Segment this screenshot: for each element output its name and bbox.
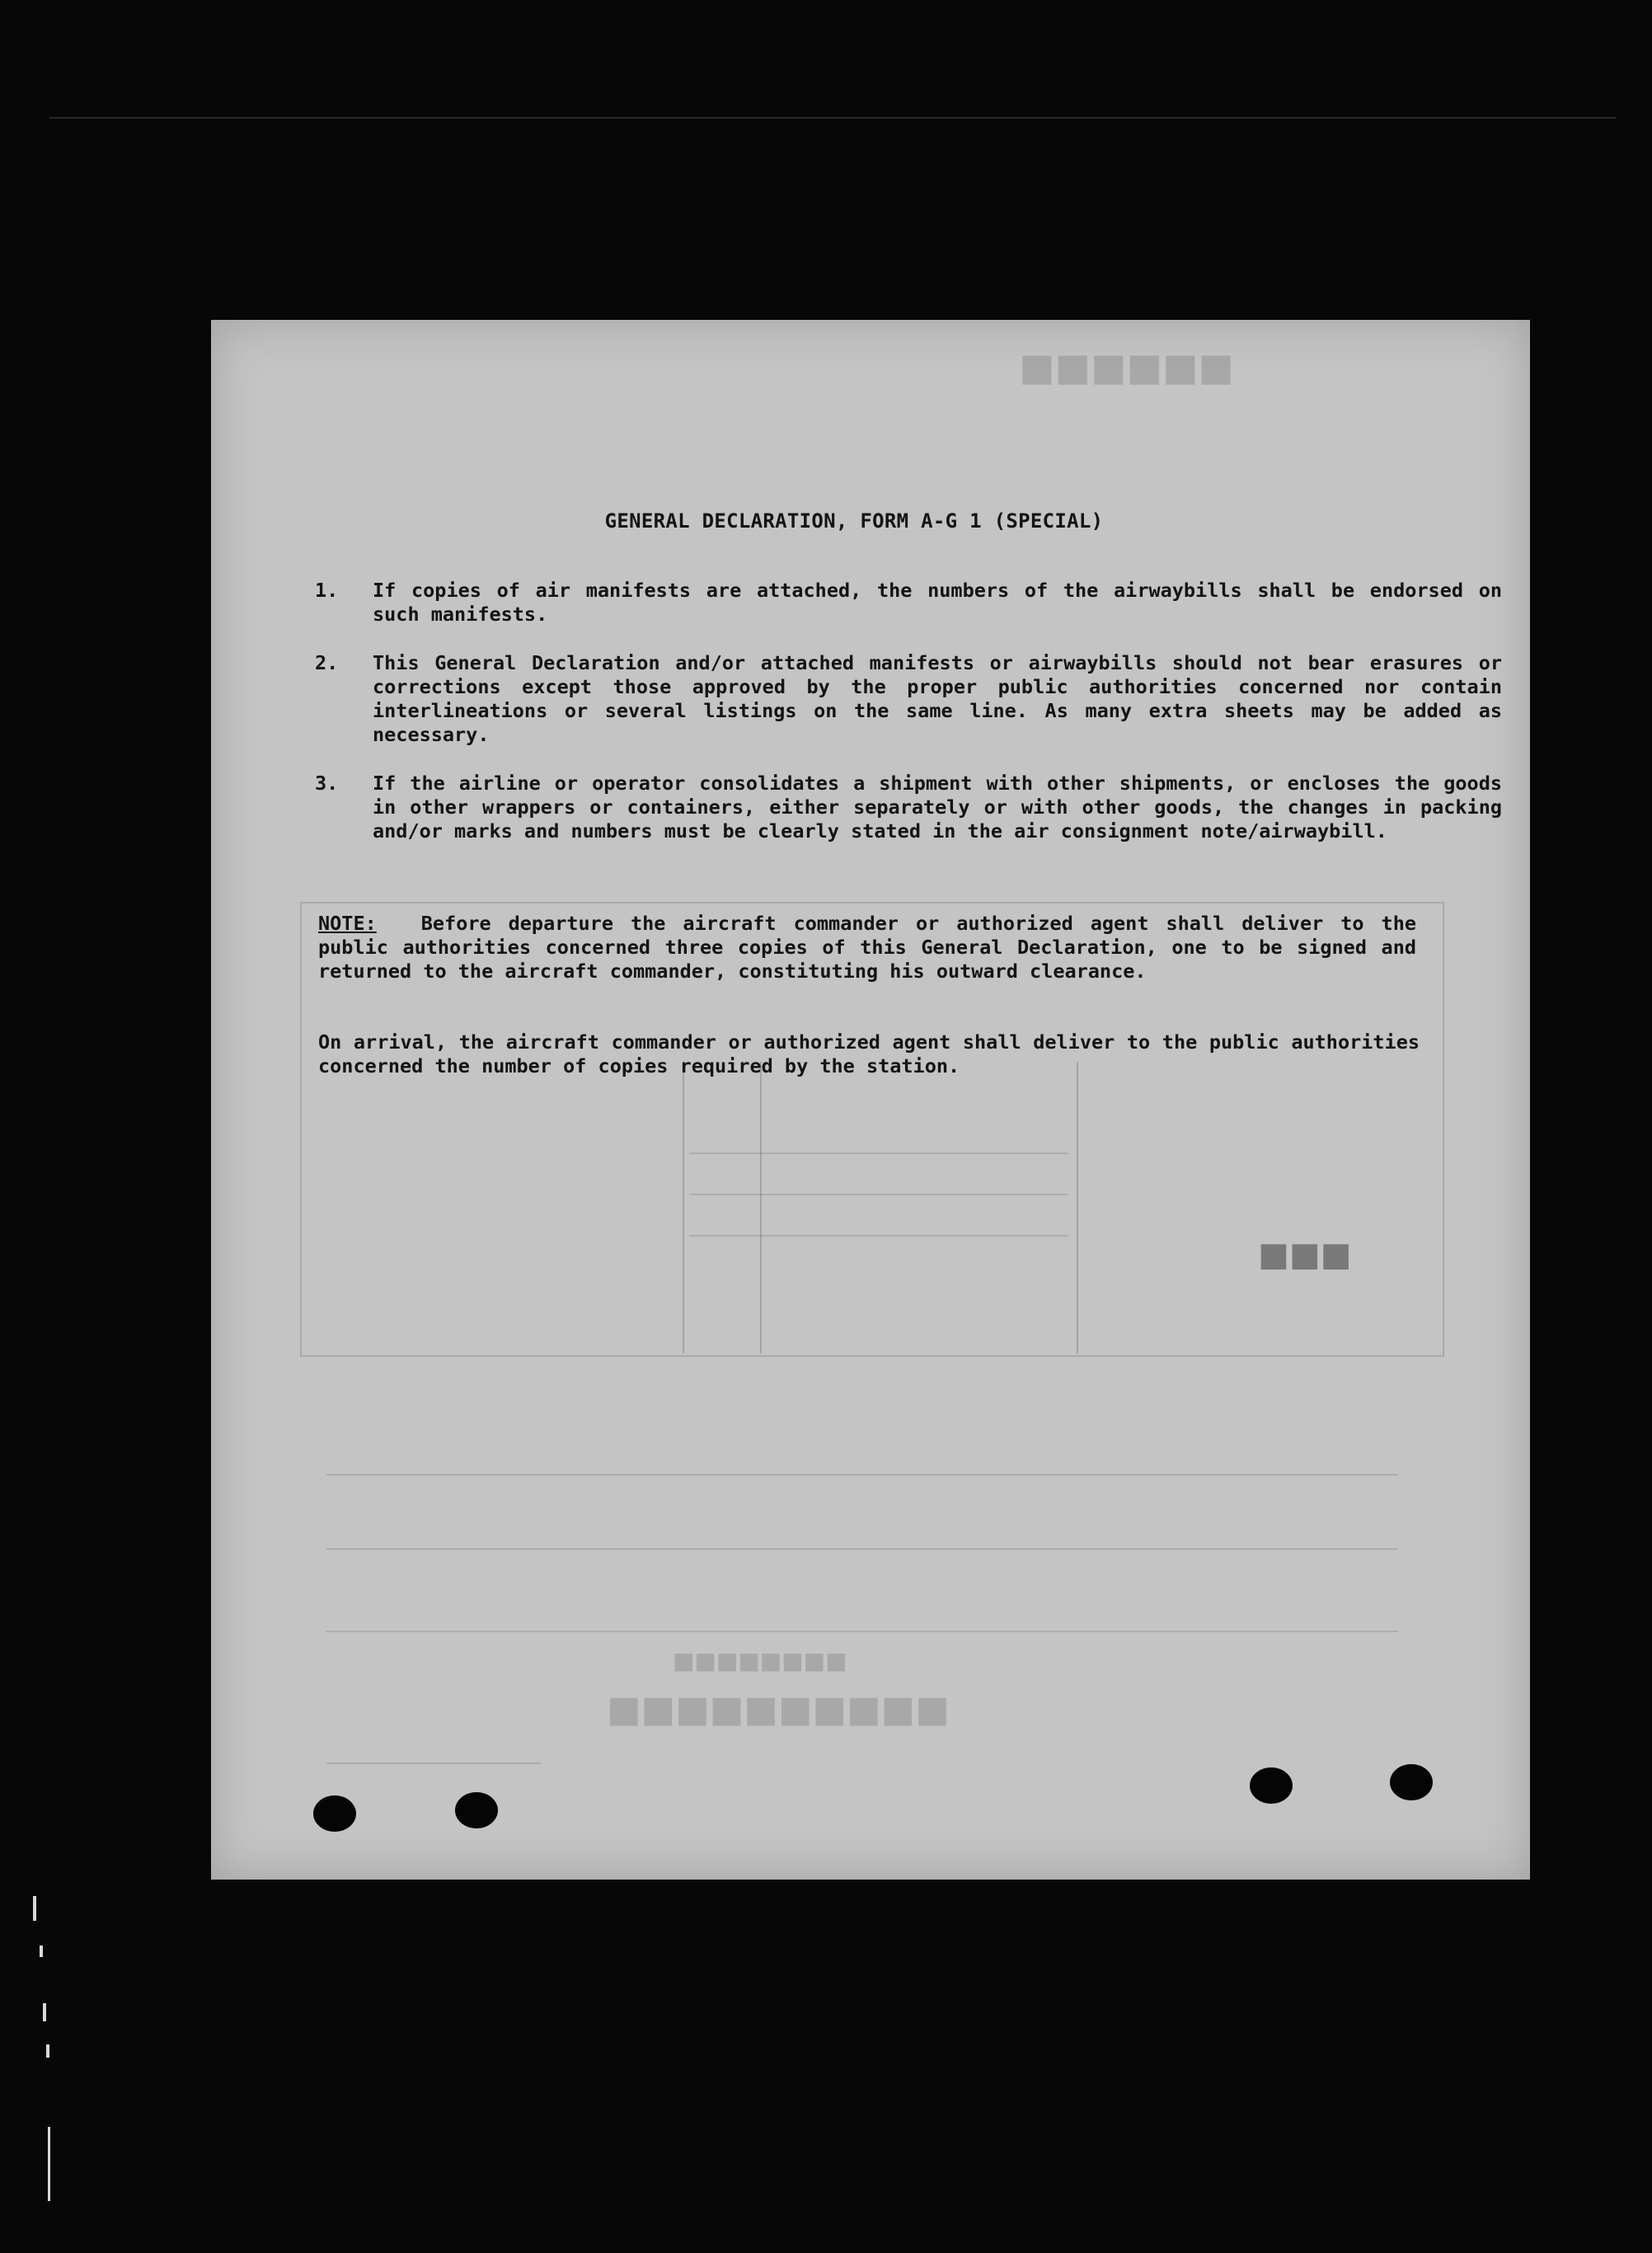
punch-hole	[455, 1792, 498, 1828]
bleed-through-mark: ■■■■■■	[1019, 345, 1234, 389]
punch-hole	[1250, 1767, 1293, 1804]
instruction-item	[315, 579, 1502, 627]
document-title: GENERAL DECLARATION, FORM A-G 1 (SPECIAL)	[604, 509, 1104, 533]
note-paragraph	[318, 912, 1416, 983]
arrival-paragraph: On arrival, the aircraft commander or authorized agent shall deliver to the public authorities concerned the number of copies required by the station.	[318, 1030, 1420, 1077]
item-text: If the airline or operator consolidates a shipment with other shipments, or encloses the goods in other wrappers or containers, either separately or with other goods, the changes in packing and/or marks and numbers must be clearly stated in the air consignment note/airwaybill.	[373, 772, 1502, 843]
item-number: 3.	[315, 772, 339, 795]
note-text: Before departure the aircraft commander or authorized agent shall deliver to the public authorities concerned three copies of this General Declaration, one to be signed and returned to the aircraft commander, constituting his outward clearance.	[318, 912, 1416, 983]
film-mark	[43, 2003, 46, 2021]
scan-line	[49, 117, 1616, 119]
instruction-item	[315, 772, 1502, 843]
note-label: NOTE:	[318, 912, 377, 935]
paper-page	[211, 320, 1530, 1880]
declaration-content	[211, 320, 1530, 1880]
bleed-through-stamp: ■■■	[1258, 1235, 1352, 1274]
film-mark	[46, 2044, 49, 2058]
item-text: If copies of air manifests are attached, the numbers of the airwaybills shall be endorsed on such manifests.	[373, 579, 1502, 626]
bleed-through-mark: ■■■■■■■■	[673, 1647, 847, 1674]
film-mark	[48, 2127, 50, 2201]
film-mark	[33, 1896, 36, 1921]
punch-hole	[1390, 1764, 1433, 1800]
film-mark	[40, 1946, 43, 1957]
item-number: 2.	[315, 651, 339, 674]
bleed-through-mark: ■■■■■■■■■■	[607, 1688, 950, 1730]
instruction-item	[315, 651, 1502, 747]
item-text: This General Declaration and/or attached manifests or airwaybills should not bear erasures or corrections except those approved by the proper public authorities concerned nor contain interlineations or several listings on the same line. As many extra sheets may be added as necessary.	[373, 651, 1502, 746]
punch-hole	[313, 1795, 356, 1832]
item-number: 1.	[315, 579, 339, 602]
